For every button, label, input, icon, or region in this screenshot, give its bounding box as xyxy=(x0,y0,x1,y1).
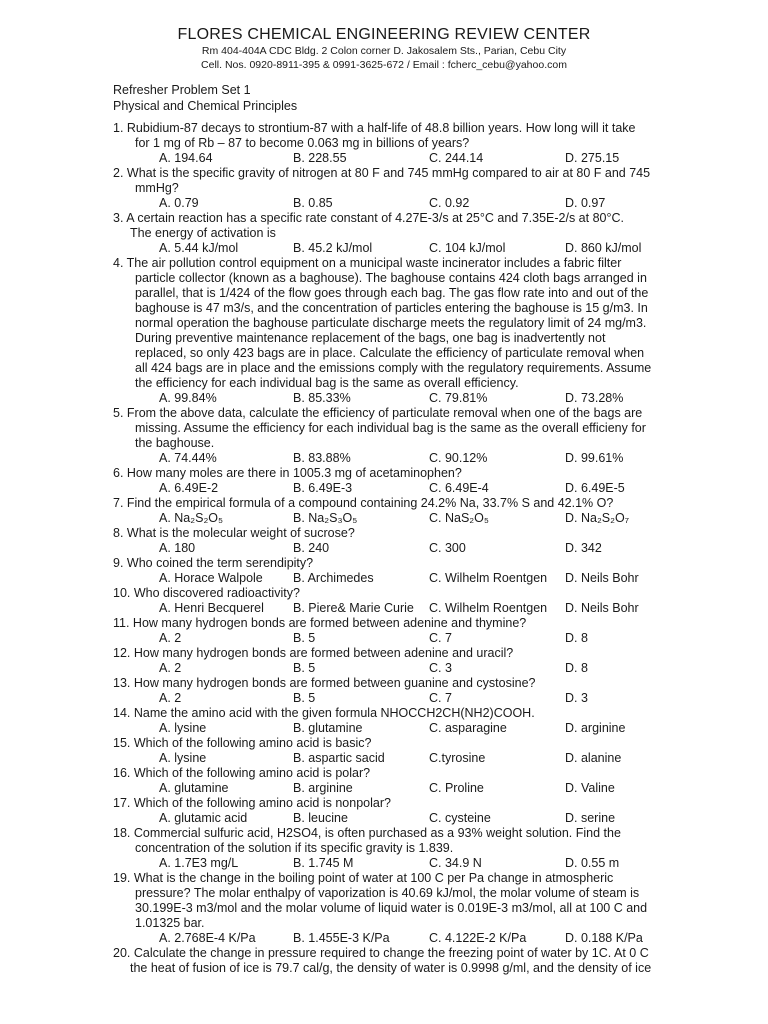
answer-options-row xyxy=(0,391,768,406)
option-b: B. 228.55 xyxy=(293,151,347,165)
option-c: C. NaS₂O₅ xyxy=(429,511,489,525)
question-text-line: 4. The air pollution control equipment on a municipal waste incinerator includes a fabric filter xyxy=(113,256,622,270)
answer-options-row xyxy=(0,691,768,706)
option-d: D. 275.15 xyxy=(565,151,620,165)
option-c: C. 90.12% xyxy=(429,451,488,465)
question-text-line: 12. How many hydrogen bonds are formed between adenine and uracil? xyxy=(113,646,514,660)
question-text-line: 9. Who coined the term serendipity? xyxy=(113,556,314,570)
question-text-line: 2. What is the specific gravity of nitrogen at 80 F and 745 mmHg compared to air at 80 F and 745 xyxy=(113,166,651,180)
question-text-line: parallel, that is 1/424 of the flow goes through each bag. The gas flow rate into and out of the xyxy=(135,286,649,300)
problem-set-title: Refresher Problem Set 1 xyxy=(113,83,251,97)
option-b: B. arginine xyxy=(293,781,353,795)
answer-options-row xyxy=(0,511,768,526)
option-a: A. lysine xyxy=(159,721,207,735)
option-a: A. lysine xyxy=(159,751,207,765)
question-text-line: baghouse is 47 m3/s, and the concentration of particles entering the baghouse is 15 g/m3. In xyxy=(135,301,648,315)
header-address: Rm 404-404A CDC Bldg. 2 Colon corner D. Jakosalem Sts., Parian, Cebu City xyxy=(201,45,567,57)
header-title: FLORES CHEMICAL ENGINEERING REVIEW CENTER xyxy=(177,26,591,43)
answer-options-row xyxy=(0,481,768,496)
option-a: A. 5.44 kJ/mol xyxy=(159,241,239,255)
option-a: A. 1.7E3 mg/L xyxy=(159,856,239,870)
answer-options-row xyxy=(0,931,768,946)
option-b: B. 5 xyxy=(293,631,316,645)
question-text-line: 11. How many hydrogen bonds are formed between adenine and thymine? xyxy=(113,616,527,630)
answer-options-row xyxy=(0,751,768,766)
option-b: B. 1.455E-3 K/Pa xyxy=(293,931,390,945)
option-b: B. 6.49E-3 xyxy=(293,481,353,495)
question-text-line: 13. How many hydrogen bonds are formed between guanine and cystosine? xyxy=(113,676,536,690)
question-text-line: 19. What is the change in the boiling point of water at 100 C per Pa change in atmospheric xyxy=(113,871,614,885)
option-a: A. 2 xyxy=(159,661,182,675)
option-a: A. glutamine xyxy=(159,781,229,795)
option-c: C. Proline xyxy=(429,781,484,795)
question-text-line: replaced, so only 423 bags are in place. Calculate the efficiency of particulate removal when xyxy=(135,346,645,360)
answer-options-row xyxy=(0,601,768,616)
option-b: B. 240 xyxy=(293,541,330,555)
question-text-line: 7. Find the empirical formula of a compound containing 24.2% Na, 33.7% S and 42.1% O? xyxy=(113,496,614,510)
option-d: D. 8 xyxy=(565,631,588,645)
question-text-line: for 1 mg of Rb – 87 to become 0.063 mg in billions of years? xyxy=(135,136,470,150)
option-d: D. 6.49E-5 xyxy=(565,481,625,495)
option-c: C. asparagine xyxy=(429,721,507,735)
answer-options-row xyxy=(0,856,768,871)
option-b: B. 45.2 kJ/mol xyxy=(293,241,373,255)
question-text-line: normal operation the baghouse particulate discharge meets the regulatory limit of 24 mg/m3. xyxy=(135,316,647,330)
option-d: D. 0.188 K/Pa xyxy=(565,931,643,945)
option-a: A. Na₂S₂O₅ xyxy=(159,511,224,525)
answer-options-row xyxy=(0,571,768,586)
answer-options-row xyxy=(0,241,768,256)
question-text-line: 18. Commercial sulfuric acid, H2SO4, is often purchased as a 93% weight solution. Find the xyxy=(113,826,621,840)
question-text-line: 8. What is the molecular weight of sucrose? xyxy=(113,526,355,540)
option-b: B. 1.745 M xyxy=(293,856,354,870)
option-d: D. 0.97 xyxy=(565,196,606,210)
option-a: A. 0.79 xyxy=(159,196,199,210)
answer-options-row xyxy=(0,661,768,676)
option-a: A. glutamic acid xyxy=(159,811,248,825)
option-a: A. 74.44% xyxy=(159,451,217,465)
option-c: C. 79.81% xyxy=(429,391,488,405)
question-text-line: the efficiency for each individual bag is the same as overall efficiency. xyxy=(135,376,519,390)
option-d: D. serine xyxy=(565,811,616,825)
option-a: A. 6.49E-2 xyxy=(159,481,219,495)
question-text-line: 10. Who discovered radioactivity? xyxy=(113,586,300,600)
question-text-line: mmHg? xyxy=(135,181,179,195)
question-text-line: particle collector (known as a baghouse). The baghouse contains 424 cloth bags arranged in xyxy=(135,271,647,285)
option-c: C. 34.9 N xyxy=(429,856,482,870)
question-text-line: 20. Calculate the change in pressure required to change the freezing point of water by 1C. At 0 C xyxy=(113,946,649,960)
question-text-line: The energy of activation is xyxy=(130,226,276,240)
option-a: A. 99.84% xyxy=(159,391,217,405)
question-text-line: the baghouse. xyxy=(135,436,215,450)
option-d: D. 860 kJ/mol xyxy=(565,241,642,255)
option-c: C. Wilhelm Roentgen xyxy=(429,571,548,585)
option-a: A. 194.64 xyxy=(159,151,213,165)
option-a: A. 2 xyxy=(159,691,182,705)
question-text-line: During preventive maintenance replacement of the bags, one bag is inadvertently not xyxy=(135,331,606,345)
option-d: D. 342 xyxy=(565,541,602,555)
option-d: D. 0.55 m xyxy=(565,856,620,870)
option-b: B. aspartic sacid xyxy=(293,751,385,765)
answer-options-row xyxy=(0,451,768,466)
option-a: A. Horace Walpole xyxy=(159,571,263,585)
option-c: C. cysteine xyxy=(429,811,491,825)
question-text-line: 15. Which of the following amino acid is basic? xyxy=(113,736,372,750)
question-text-line: 3. A certain reaction has a specific rate constant of 4.27E-3/s at 25°C and 7.35E-2/s at 80°C. xyxy=(113,211,624,225)
answer-options-row xyxy=(0,721,768,736)
question-text-line: missing. Assume the efficiency for each individual bag is the same as the overall efficieny for xyxy=(135,421,646,435)
option-c: C. 104 kJ/mol xyxy=(429,241,506,255)
option-b: B. glutamine xyxy=(293,721,363,735)
question-list xyxy=(0,121,768,976)
option-d: D. 73.28% xyxy=(565,391,624,405)
answer-options-row xyxy=(0,631,768,646)
option-d: D. Neils Bohr xyxy=(565,601,639,615)
question-text-line: 5. From the above data, calculate the efficiency of particulate removal when one of the bags are xyxy=(113,406,643,420)
option-a: A. 2 xyxy=(159,631,182,645)
option-b: B. leucine xyxy=(293,811,348,825)
question-text-line: pressure? The molar enthalpy of vaporization is 40.69 kJ/mol, the molar volume of steam is xyxy=(135,886,640,900)
option-d: D. 3 xyxy=(565,691,588,705)
option-c: C. 0.92 xyxy=(429,196,470,210)
answer-options-row xyxy=(0,781,768,796)
question-text-line: 17. Which of the following amino acid is nonpolar? xyxy=(113,796,391,810)
option-d: D. 8 xyxy=(565,661,588,675)
option-c: C. 4.122E-2 K/Pa xyxy=(429,931,527,945)
option-c: C.tyrosine xyxy=(429,751,486,765)
question-text-line: 6. How many moles are there in 1005.3 mg of acetaminophen? xyxy=(113,466,462,480)
question-text-line: concentration of the solution if its specific gravity is 1.839. xyxy=(135,841,454,855)
option-d: D. alanine xyxy=(565,751,622,765)
option-d: D. Valine xyxy=(565,781,615,795)
option-b: B. Piere& Marie Curie xyxy=(293,601,414,615)
question-text-line: the heat of fusion of ice is 79.7 cal/g, the density of water is 0.9998 g/ml, and the density of ice xyxy=(130,961,652,975)
problem-set-subtitle: Physical and Chemical Principles xyxy=(113,99,298,113)
option-b: B. Na₂S₃O₅ xyxy=(293,511,358,525)
answer-options-row xyxy=(0,196,768,211)
answer-options-row xyxy=(0,541,768,556)
option-d: D. Neils Bohr xyxy=(565,571,639,585)
option-c: C. 300 xyxy=(429,541,466,555)
option-d: D. arginine xyxy=(565,721,626,735)
option-d: D. Na₂S₂O₇ xyxy=(565,511,630,525)
question-text-line: all 424 bags are in place and the emissions comply with the regulatory requirements. Assume xyxy=(135,361,652,375)
option-b: B. 83.88% xyxy=(293,451,351,465)
option-b: B. 5 xyxy=(293,661,316,675)
option-c: C. 244.14 xyxy=(429,151,484,165)
option-c: C. 6.49E-4 xyxy=(429,481,489,495)
question-text-line: 1.01325 bar. xyxy=(135,916,205,930)
option-c: C. 7 xyxy=(429,631,452,645)
option-a: A. Henri Becquerel xyxy=(159,601,264,615)
header-contact: Cell. Nos. 0920-8911-395 & 0991-3625-672 / Email : fcherc_cebu@yahoo.com xyxy=(201,59,567,71)
option-b: B. 0.85 xyxy=(293,196,333,210)
question-text-line: 14. Name the amino acid with the given formula NHOCCH2CH(NH2)COOH. xyxy=(113,706,535,720)
option-b: B. 85.33% xyxy=(293,391,351,405)
answer-options-row xyxy=(0,151,768,166)
option-b: B. Archimedes xyxy=(293,571,374,585)
option-c: C. 7 xyxy=(429,691,452,705)
option-b: B. 5 xyxy=(293,691,316,705)
answer-options-row xyxy=(0,811,768,826)
option-a: A. 180 xyxy=(159,541,196,555)
option-c: C. Wilhelm Roentgen xyxy=(429,601,548,615)
option-c: C. 3 xyxy=(429,661,452,675)
option-d: D. 99.61% xyxy=(565,451,624,465)
question-text-line: 1. Rubidium-87 decays to strontium-87 with a half-life of 48.8 billion years. How long will it take xyxy=(113,121,636,135)
question-text-line: 16. Which of the following amino acid is polar? xyxy=(113,766,371,780)
question-text-line: 30.199E-3 m3/mol and the molar volume of liquid water is 0.019E-3 m3/mol, all at 100 C and xyxy=(135,901,648,915)
option-a: A. 2.768E-4 K/Pa xyxy=(159,931,256,945)
